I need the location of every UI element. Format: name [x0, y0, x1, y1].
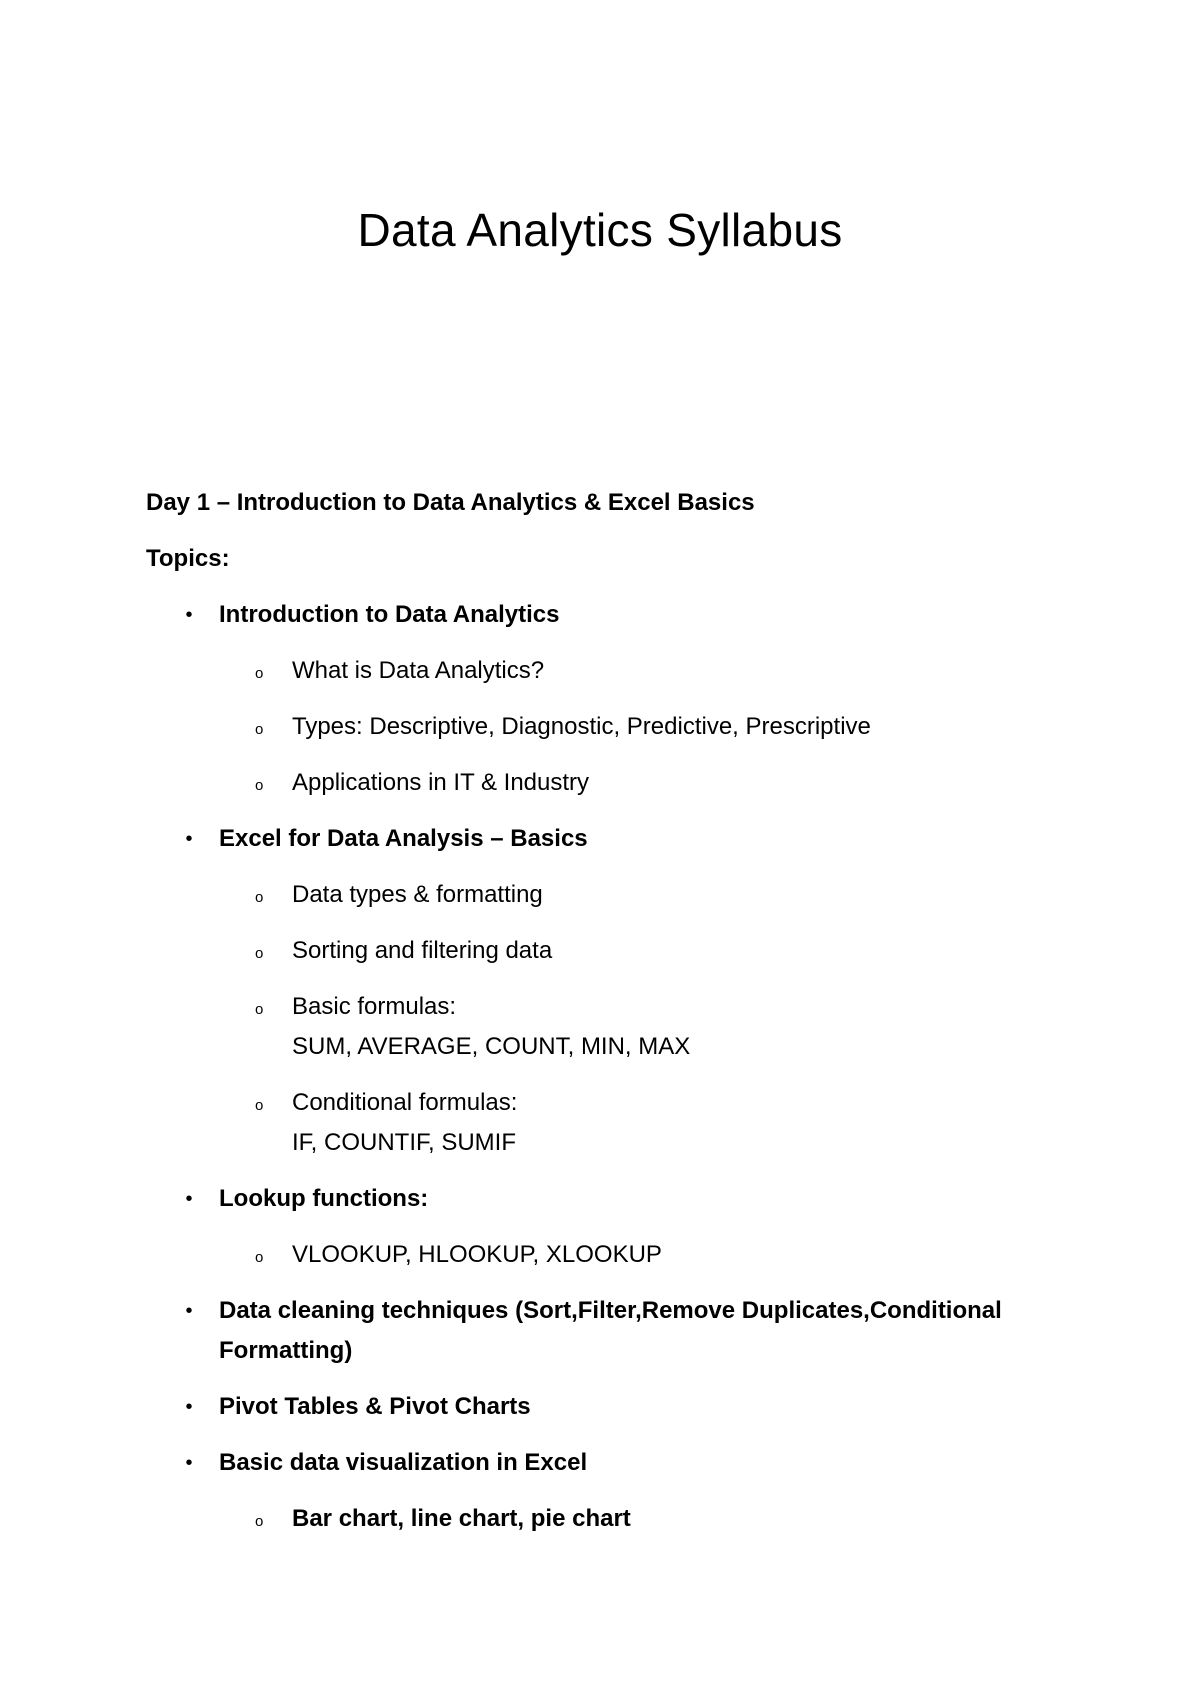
subtopics-list — [219, 1499, 1066, 1539]
subtopic-label: Types: Descriptive, Diagnostic, Predictive, Prescriptive — [292, 713, 871, 740]
topic-label: Pivot Tables & Pivot Charts — [219, 1393, 531, 1420]
subtopic-label: Bar chart, line chart, pie chart — [292, 1505, 631, 1532]
subtopic-item — [219, 1235, 1066, 1275]
subtopic-item — [219, 763, 1066, 803]
subtopics-list — [219, 651, 1066, 803]
topics-label: Topics: — [146, 545, 230, 572]
topic-item — [146, 1291, 1066, 1371]
subtopic-item — [219, 651, 1066, 691]
bullet-icon: • — [185, 604, 193, 626]
sub-bullet-icon: o — [255, 721, 264, 738]
subtopic-label: What is Data Analytics? — [292, 657, 545, 684]
subtopic-label: Data types & formatting — [292, 881, 543, 908]
bullet-icon: • — [185, 1300, 193, 1322]
topic-item — [146, 1443, 1066, 1539]
sub-bullet-icon: o — [255, 1249, 264, 1266]
subtopic-label: Sorting and filtering data — [292, 937, 553, 964]
day-heading: Day 1 – Introduction to Data Analytics & Excel Basics — [146, 489, 755, 516]
topic-item — [146, 819, 1066, 1163]
topic-label: Excel for Data Analysis – Basics — [219, 825, 588, 852]
subtopic-detail: IF, COUNTIF, SUMIF — [292, 1129, 516, 1156]
sub-bullet-icon: o — [255, 1097, 264, 1114]
sub-bullet-icon: o — [255, 665, 264, 682]
topics-list — [146, 595, 1066, 1539]
subtopic-label: Basic formulas: — [292, 993, 457, 1020]
topic-label: Lookup functions: — [219, 1185, 429, 1212]
topic-label: Data cleaning techniques (Sort,Filter,Remove Duplicates,Conditional Formatting) — [219, 1297, 1002, 1364]
bullet-icon: • — [185, 1396, 193, 1418]
sub-bullet-icon: o — [255, 889, 264, 906]
subtopics-list — [219, 875, 1066, 1163]
sub-bullet-icon: o — [255, 1513, 264, 1530]
topic-item — [146, 1387, 1066, 1427]
subtopic-item — [219, 1083, 1066, 1163]
subtopic-item — [219, 931, 1066, 971]
topic-label: Basic data visualization in Excel — [219, 1449, 588, 1476]
subtopic-item — [219, 875, 1066, 915]
subtopic-label: Applications in IT & Industry — [292, 769, 590, 796]
subtopic-item — [219, 1499, 1066, 1539]
sub-bullet-icon: o — [255, 777, 264, 794]
subtopic-detail: SUM, AVERAGE, COUNT, MIN, MAX — [292, 1033, 691, 1060]
bullet-icon: • — [185, 1188, 193, 1210]
sub-bullet-icon: o — [255, 1001, 264, 1018]
document-title: Data Analytics Syllabus — [357, 204, 843, 256]
subtopic-label: VLOOKUP, HLOOKUP, XLOOKUP — [292, 1241, 662, 1268]
topic-item — [146, 1179, 1066, 1275]
topic-item — [146, 595, 1066, 803]
subtopic-item — [219, 707, 1066, 747]
sub-bullet-icon: o — [255, 945, 264, 962]
subtopic-item — [219, 987, 1066, 1067]
subtopics-list — [219, 1235, 1066, 1275]
topic-label: Introduction to Data Analytics — [219, 601, 560, 628]
subtopic-label: Conditional formulas: — [292, 1089, 518, 1116]
document-body — [146, 483, 1066, 1555]
bullet-icon: • — [185, 1452, 193, 1474]
bullet-icon: • — [185, 828, 193, 850]
